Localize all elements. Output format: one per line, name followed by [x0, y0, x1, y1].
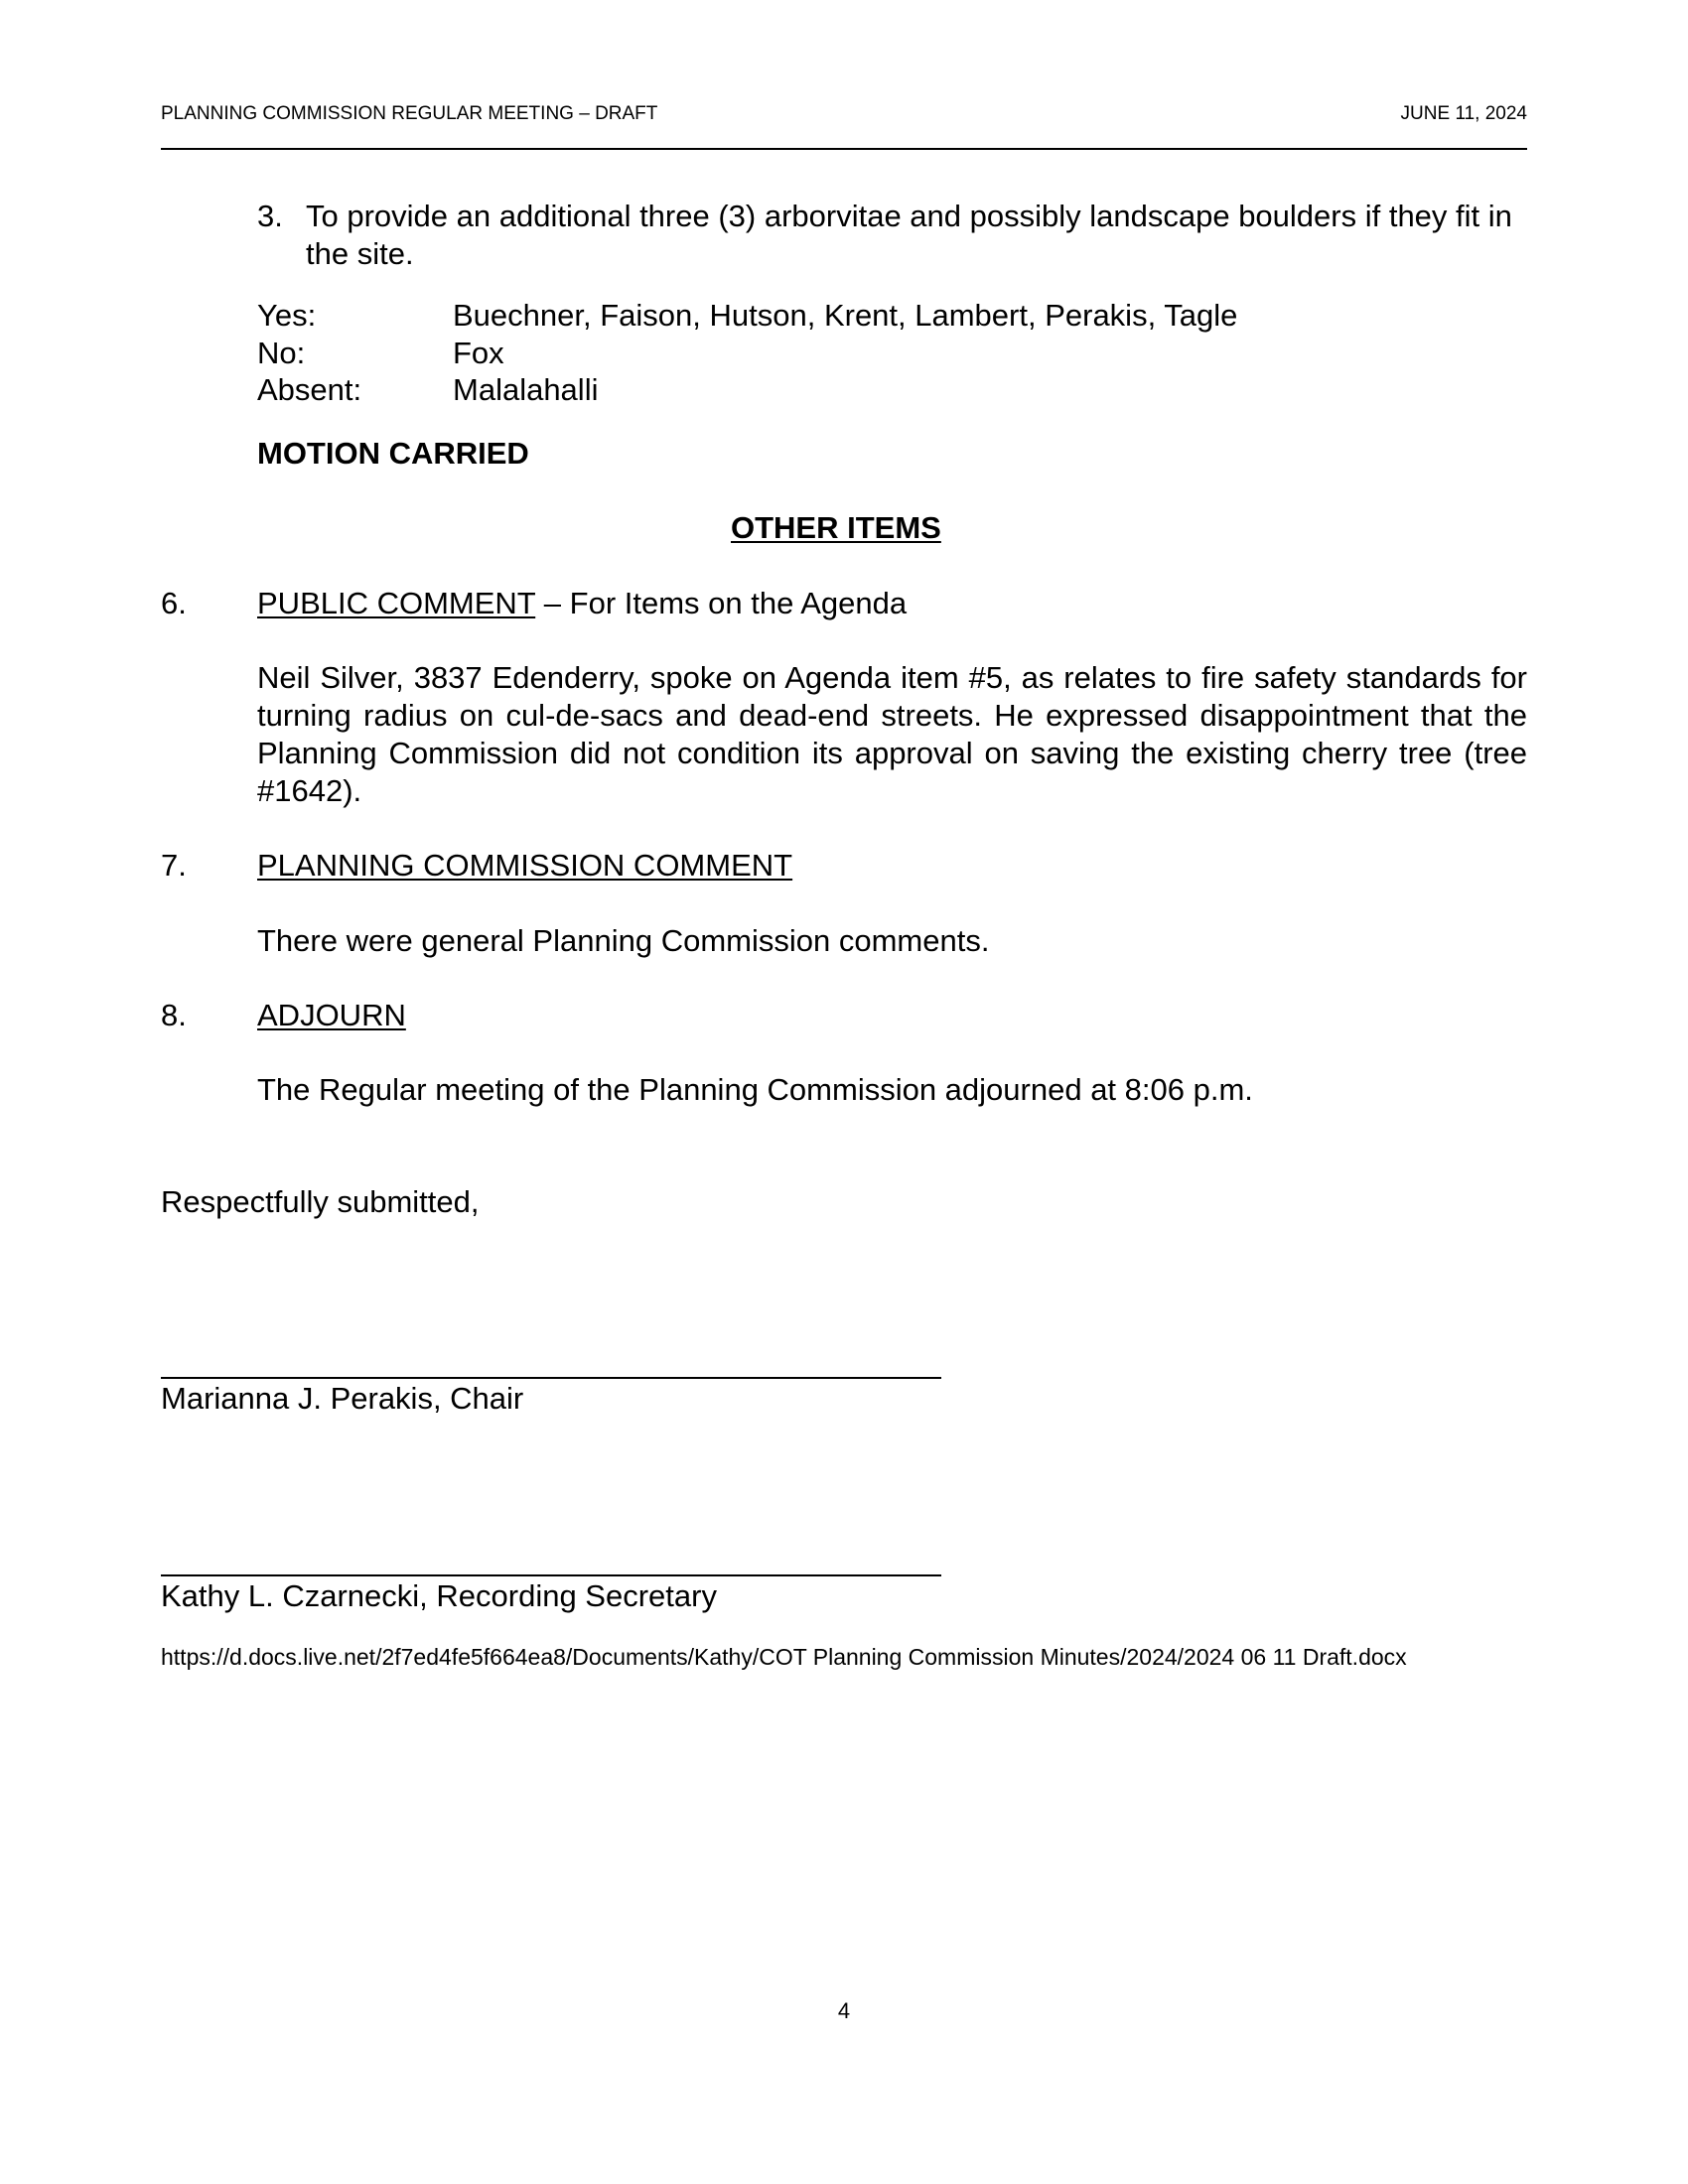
section-heading: OTHER ITEMS	[731, 510, 941, 545]
condition-text: To provide an additional three (3) arborvitae and possibly landscape boulders if they fit in the site.	[306, 199, 1512, 271]
signature-name-secretary: Kathy L. Czarnecki, Recording Secretary	[161, 1578, 717, 1613]
signature-line-chair	[161, 1377, 941, 1379]
page-number: 4	[837, 1998, 851, 2023]
item-6-title: PUBLIC COMMENT	[257, 586, 536, 620]
item-6-number: 6.	[161, 586, 187, 620]
vote-no-value: Fox	[453, 336, 504, 370]
closing-text: Respectfully submitted,	[161, 1184, 480, 1219]
signature-line-secretary	[161, 1574, 941, 1576]
motion-result: MOTION CARRIED	[257, 436, 529, 471]
vote-yes-label: Yes:	[257, 298, 317, 333]
header-date: JUNE 11, 2024	[1400, 103, 1527, 124]
item-7-title: PLANNING COMMISSION COMMENT	[257, 848, 793, 883]
item-8-number: 8.	[161, 998, 187, 1032]
item-6-body: Neil Silver, 3837 Edenderry, spoke on Agenda item #5, as relates to fire safety standards for turning radius on cul-de-sacs and dead-end streets. He expressed disappointment that the Planning Commission did not condition its approval on saving the existing cherry tree (tree #1642).	[257, 660, 1527, 808]
document-path: https://d.docs.live.net/2f7ed4fe5f664ea8/Documents/Kathy/COT Planning Commission Minutes/2024/2024 06 11 Draft.docx	[161, 1644, 1407, 1670]
vote-absent-label: Absent:	[257, 372, 362, 407]
vote-yes-value: Buechner, Faison, Hutson, Krent, Lambert, Perakis, Tagle	[453, 298, 1238, 333]
header-divider	[161, 148, 1527, 150]
item-8-title: ADJOURN	[257, 998, 406, 1032]
header-title: PLANNING COMMISSION REGULAR MEETING – DRAFT	[161, 103, 658, 124]
condition-number: 3.	[257, 199, 283, 233]
item-6-title-suffix: – For Items on the Agenda	[535, 586, 908, 620]
vote-absent-value: Malalahalli	[453, 372, 599, 407]
signature-name-chair: Marianna J. Perakis, Chair	[161, 1381, 524, 1416]
vote-no-label: No:	[257, 336, 306, 370]
item-6-heading	[257, 585, 907, 622]
item-7-body: There were general Planning Commission comments.	[257, 923, 990, 958]
item-7-number: 7.	[161, 848, 187, 883]
item-8-body: The Regular meeting of the Planning Commission adjourned at 8:06 p.m.	[257, 1072, 1253, 1107]
